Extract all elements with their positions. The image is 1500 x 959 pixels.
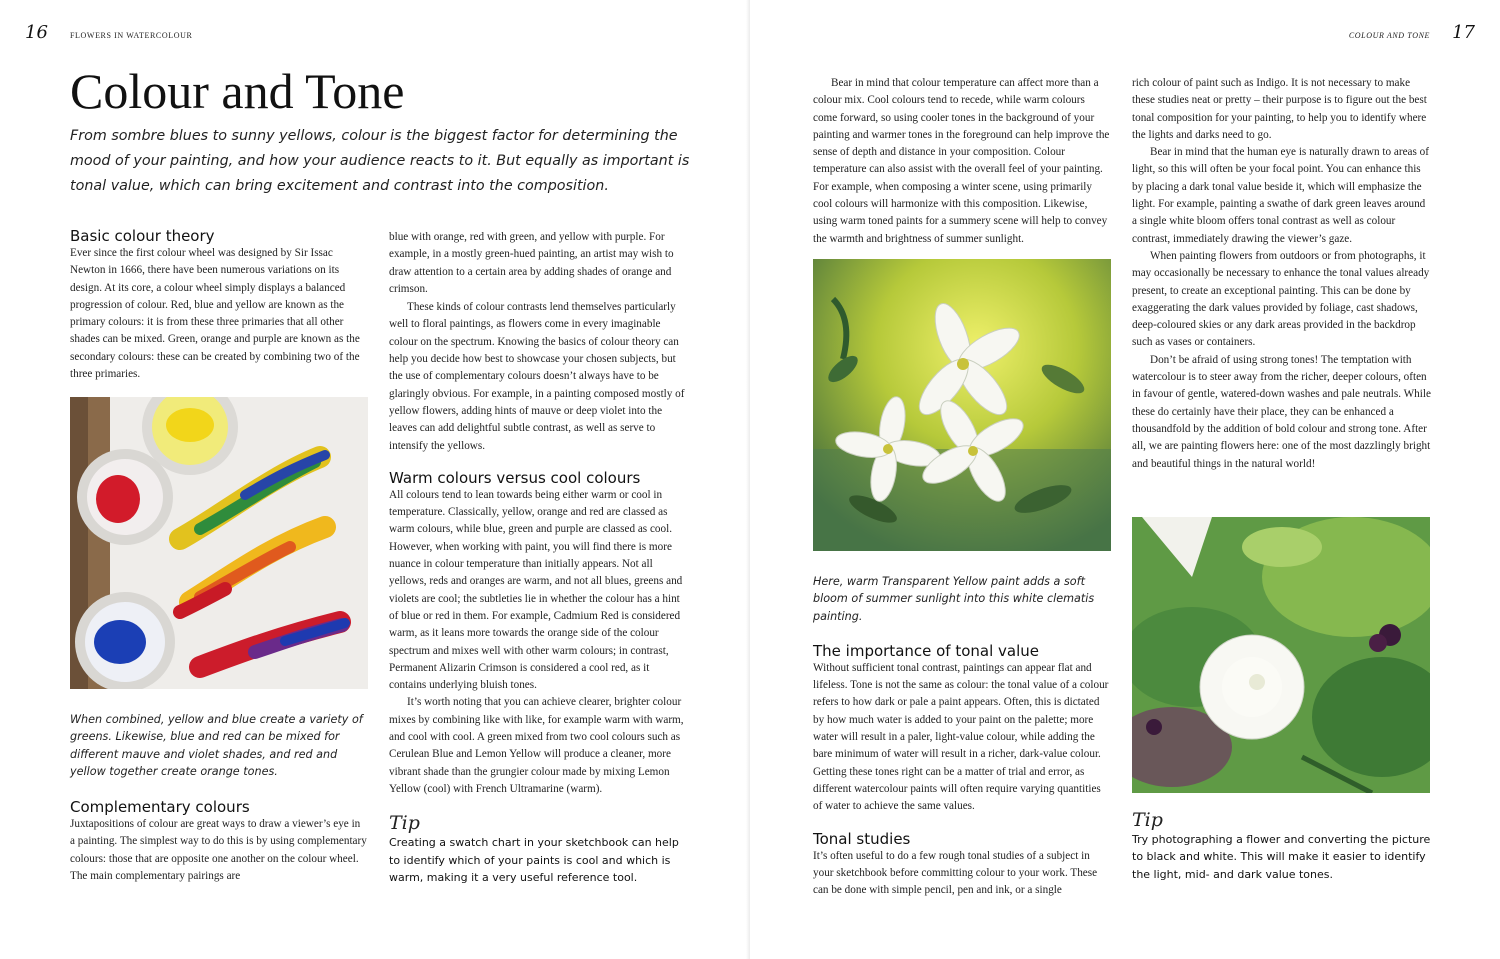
tip-text-right: Try photographing a flower and converting the picture to black and white. This will make it easier to identify the light, mid- and dark value tones.	[1132, 833, 1431, 881]
focal-point-text: Bear in mind that the human eye is naturally drawn to areas of light, so this will often be your focal point. You can enhance this by placing a dark tonal value beside it, which will emphasize the light. For example, painting a swathe of dark green leaves around a single white bloom offers tonal contrast as well as colour contrast, immediately drawing the viewer’s gaze.	[1132, 146, 1429, 245]
tonal-value-text: Without sufficient tonal contrast, paintings can appear flat and lifeless. Tone is not the same as colour: the tonal value of a colour refers to how dark or pale a paint appears. Often, this is dictated by how much water is added to your paint on the palette; more water will result in a paler, light-value colour, while adding the bare minimum of water will result in a richer, dark-value colour. Getting these tones right can be a matter of trial and error, as different watercolour paints will often require varying quantities of water to achieve the same values.	[813, 661, 1109, 813]
tip-title-left: Tip	[389, 812, 420, 835]
white-clematis-painting	[813, 259, 1111, 551]
heading-warm-versus-cool: Warm colours versus cool colours	[389, 468, 641, 487]
right-column-1-top	[813, 75, 1111, 248]
right-page	[750, 0, 1500, 959]
basic-colour-theory-text: Ever since the first colour wheel was designed by Sir Issac Newton in 1666, there have been numerous variations on its design. At its core, a colour wheel simply displays a balanced progression of colour. Red, blue and yellow are known as the primary colours: it is from these three primaries that all other shades can be mixed. Green, orange and purple are known as the secondary colours: these can be created by combining two of the three primaries.	[70, 247, 360, 381]
enhance-values-text: When painting flowers from outdoors or from photographs, it may occasionally be necessary to enhance the tonal values already present, to create an exceptional painting. This can be done by exaggerating the dark values provided by foliage, cast shadows, deep-coloured skies or any dark areas provided in the backdrop such as vases or containers.	[1132, 249, 1430, 349]
clematis-caption: Here, warm Transparent Yellow paint adds a soft bloom of summer sunlight into this white clematis painting.	[813, 575, 1095, 623]
tip-title-right: Tip	[1132, 809, 1163, 831]
left-column-1-bottom	[70, 711, 368, 885]
strong-tones-text: Don’t be afraid of using strong tones! The temptation with watercolour is to steer away from the richer, deeper colours, often in favour of gentle, watered-down washes and pale neutrals. While these do certainly have their place, they can be enhanced a thousandfold by the addition of bold colour and strong tone. After all, we are painting flowers here: one of the most dazzlingly bright and beautiful things in the natural world!	[1132, 353, 1431, 470]
warm-cool-text: All colours tend to lean towards being either warm or cool in temperature. Classically, yellow, orange and red are classed as warm colours, while blue, green and purple are classed as cool. However, when working with paint, you will find there is more nuance in colour temperature than initially appears. Not all yellows, reds and oranges are warm, and not all blues, greens and violets are cool; the subtleties lie in whether the colour has a hint of blue or red in them. For example, Cadmium Red is considered warm, as it leans more towards the orange side of the colour spectrum and mixes well with other warm colours; in contrast, Permanent Alizarin Crimson is considered a cool red, as it contains underlying bluish tones.	[389, 488, 683, 692]
complementary-colours-text: Juxtapositions of colour are great ways to draw a viewer’s eye in a painting. The simplest way to do this is by using complementary colours: those that are opposite one another on the colour wheel. The main complementary pairings are	[70, 818, 367, 883]
white-flower-dark-leaves-painting	[1132, 517, 1430, 793]
clematis-painting-art	[813, 259, 1111, 551]
heading-tonal-studies: Tonal studies	[813, 829, 911, 848]
like-with-like-text: It’s worth noting that you can achieve clearer, brighter colour mixes by combining like with like, for example warm with warm, and cool with cool. A green mixed from two cool colours such as Cerulean Blue and Lemon Yellow will produce a cleaner, more vibrant shade than the grungier colour made by mixing Lemon Yellow (cool) with French Ultramarine (warm).	[389, 696, 684, 795]
running-head-right: COLOUR AND TONE	[1348, 31, 1430, 40]
tip-box-right	[1132, 809, 1431, 883]
running-head-left: FLOWERS IN WATERCOLOUR	[70, 31, 193, 40]
colour-temperature-text: Bear in mind that colour temperature can affect more than a colour mix. Cool colours tend to recede, while warm colours come forward, so using cooler tones in the background of your painting and warmer tones in the foreground can help improve the sense of depth and distance in your composition. Colour temperature can also assist with the overall feel of your painting. For example, when composing a winter scene, using primarily cool colours will harmonize with this composition. Likewise, using warm toned paints for a summery scene will help to convey the warmth and brightness of summer sunlight.	[813, 77, 1110, 245]
colour-contrast-text: These kinds of colour contrasts lend themselves particularly well to floral paintings, as flowers come in every imaginable colour on the spectrum. Knowing the basics of colour theory can help you decide how best to showcase your chosen subjects, but the use of complementary colours doesn’t always have to be glaringly obvious. For example, in a painting composed mostly of yellow flowers, adding hints of mauve or deep violet into the leaves can add delightful subtle contrast, as well as serve to intensify the yellows.	[389, 301, 685, 452]
complementary-continued-text: blue with orange, red with green, and yellow with purple. For example, in a mostly green-hued painting, an artist may wish to draw attention to a certain area by adding shades of orange and crimson.	[389, 231, 674, 295]
palette-watercolour-photo	[70, 397, 368, 689]
left-column-1-top	[70, 227, 368, 383]
right-column-2	[1132, 75, 1431, 473]
heading-tonal-value: The importance of tonal value	[813, 641, 1040, 660]
page-title: Colour and Tone	[70, 63, 405, 119]
tip-text-left: Creating a swatch chart in your sketchbook can help to identify which of your paints is cool and which is warm, making it a very useful reference tool.	[389, 836, 679, 884]
page-number-left: 16	[25, 22, 48, 43]
right-column-1-bottom	[813, 573, 1111, 899]
tip-box-left	[389, 812, 687, 886]
tonal-studies-continued-text: rich colour of paint such as Indigo. It is not necessary to make these studies neat or pretty – their purpose is to figure out the best tonal composition for your painting, to help you to identify where the lights and darks need to go.	[1132, 77, 1427, 141]
heading-complementary-colours: Complementary colours	[70, 798, 250, 817]
palette-photo-caption: When combined, yellow and blue create a variety of greens. Likewise, blue and red can be mixed for different mauve and violet shades, and red and yellow together create orange tones.	[70, 713, 363, 778]
tonal-studies-text: It’s often useful to do a few rough tonal studies of a subject in your sketchbook before committing colour to your work. These can be done with simple pencil, pen and ink, or a single	[813, 849, 1098, 897]
palette-photo-art	[70, 397, 368, 689]
left-column-2	[389, 229, 687, 886]
page-number-right: 17	[1452, 22, 1475, 43]
standfirst: From sombre blues to sunny yellows, colour is the biggest factor for determining the mood of your painting, and how your audience reacts to it. But equally as important is tonal value, which can bring excitement and contrast into the composition.	[70, 128, 690, 194]
heading-basic-colour-theory: Basic colour theory	[70, 227, 215, 245]
dark-leaves-painting-art	[1132, 517, 1430, 793]
